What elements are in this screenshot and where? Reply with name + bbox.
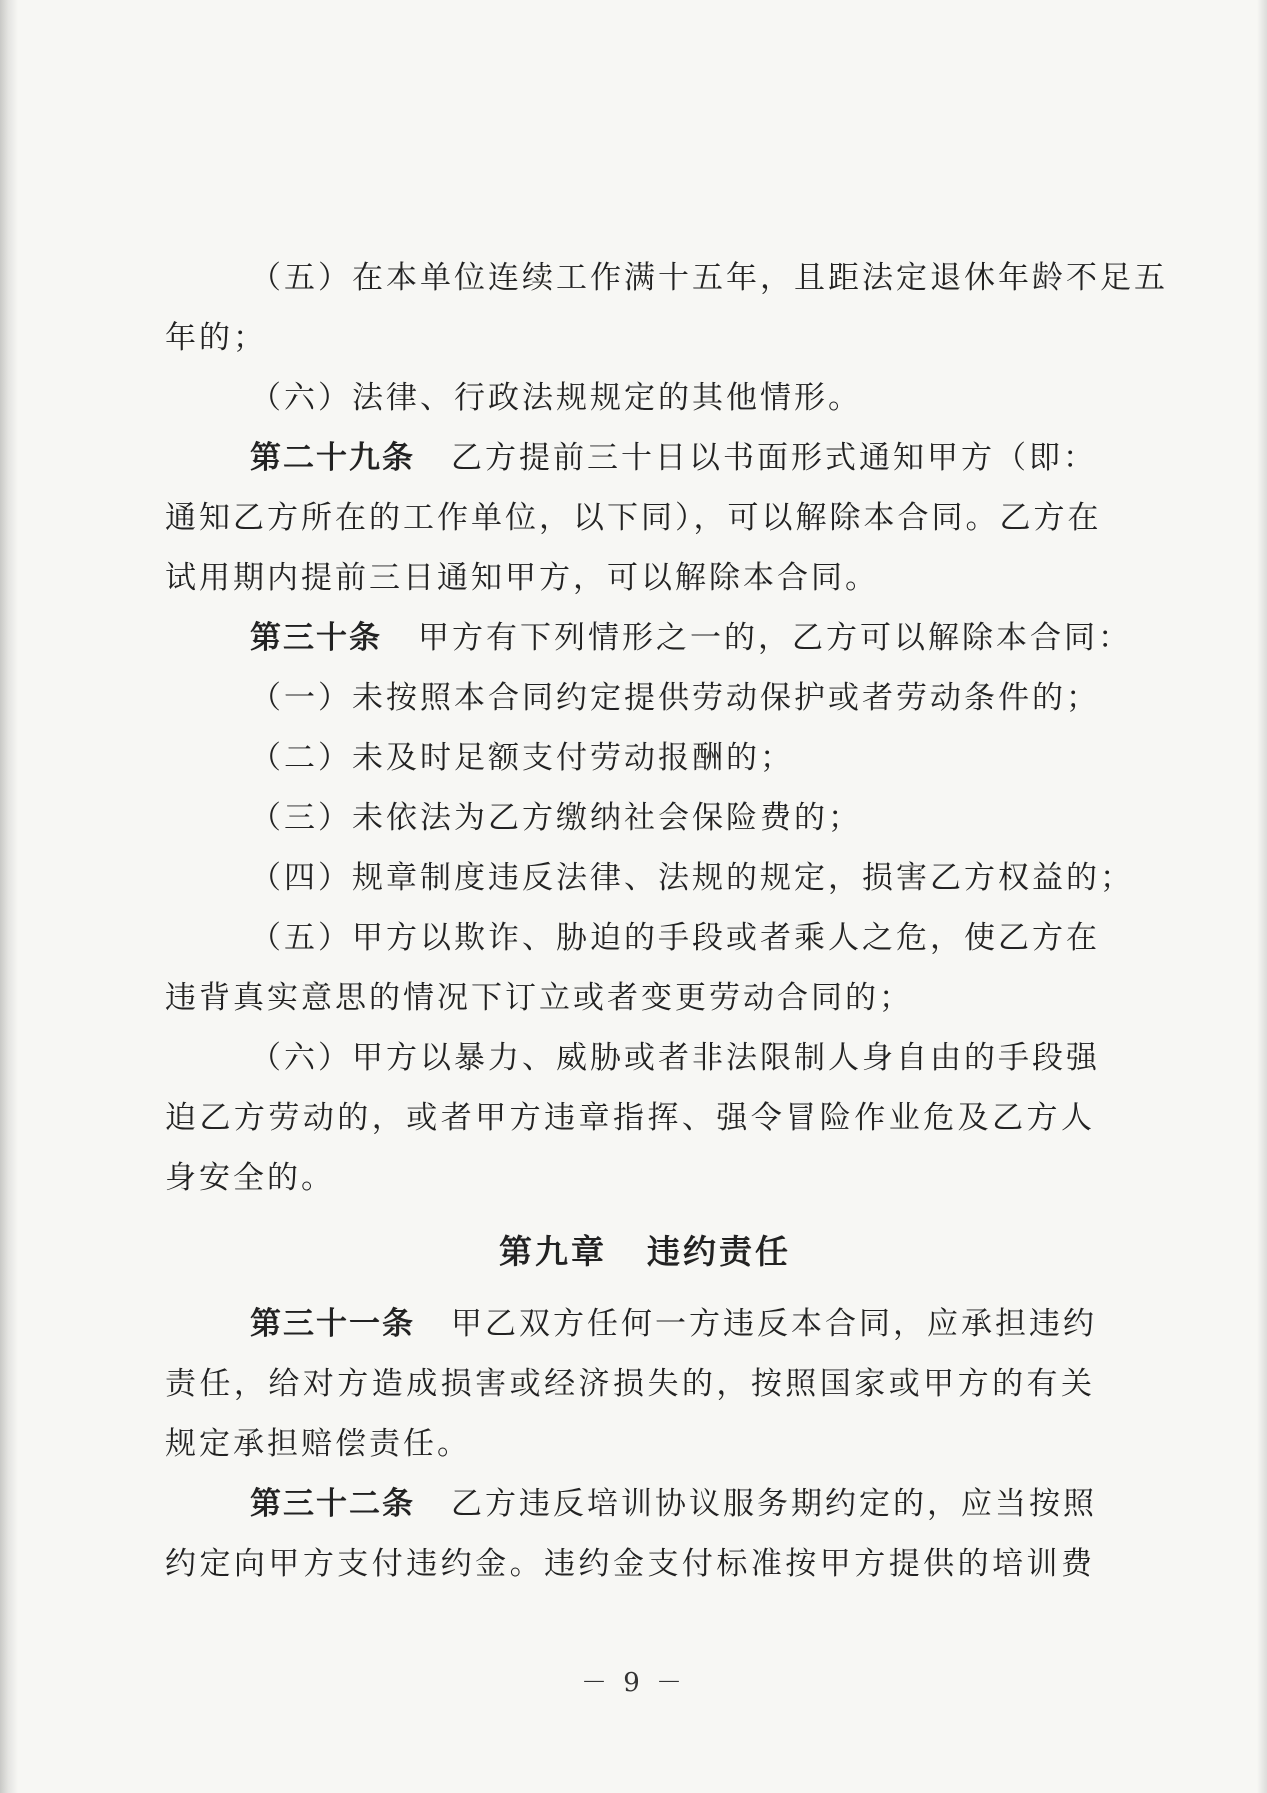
article-30-item-6-line-3: 身安全的。 — [165, 1160, 335, 1196]
article-31-text: 甲乙双方任何一方违反本合同，应承担违约 — [451, 1306, 1097, 1342]
article-30-item-5-line-1: （五）甲方以欺诈、胁迫的手段或者乘人之危，使乙方在 — [250, 920, 1100, 956]
article-30-item-5-line-2: 违背真实意思的情况下订立或者变更劳动合同的； — [165, 980, 913, 1016]
document-body — [165, 248, 1168, 1594]
article-30-item-2: （二）未及时足额支付劳动报酬的； — [250, 740, 794, 776]
article-31-number: 第三十一条 — [250, 1306, 415, 1342]
article-29-line-2: 通知乙方所在的工作单位，以下同），可以解除本合同。乙方在 — [165, 500, 1102, 536]
article-31-line-3: 规定承担赔偿责任。 — [165, 1426, 471, 1462]
page-number: － 9 － — [580, 1668, 687, 1698]
article-29-text: 乙方提前三十日以书面形式通知甲方（即： — [451, 440, 1097, 476]
article-30-item-4: （四）规章制度违反法律、法规的规定，损害乙方权益的； — [250, 860, 1134, 896]
scan-binding-shadow — [0, 0, 18, 1793]
article-30-text: 甲方有下列情形之一的，乙方可以解除本合同： — [418, 620, 1132, 656]
item-five-line-2: 年的； — [165, 320, 267, 356]
chapter-number: 第九章 — [499, 1232, 607, 1271]
item-five-line-1: （五）在本单位连续工作满十五年，且距法定退休年龄不足五 — [250, 260, 1168, 296]
article-30-line-1 — [165, 608, 1132, 668]
article-29-line-1 — [165, 428, 1095, 488]
article-32-line-2: 约定向甲方支付违约金。违约金支付标准按甲方提供的培训费 — [165, 1546, 1095, 1582]
article-30-item-6-line-2: 迫乙方劳动的，或者甲方违章指挥、强令冒险作业危及乙方人 — [165, 1100, 1095, 1136]
article-30-item-1: （一）未按照本合同约定提供劳动保护或者劳动条件的； — [250, 680, 1100, 716]
article-30-number: 第三十条 — [250, 620, 382, 656]
article-31-line-2: 责任，给对方造成损害或经济损失的，按照国家或甲方的有关 — [165, 1366, 1095, 1402]
article-32-line-1 — [165, 1474, 1095, 1534]
article-29-number: 第二十九条 — [250, 440, 415, 476]
item-six: （六）法律、行政法规规定的其他情形。 — [250, 380, 862, 416]
chapter-heading — [165, 1222, 1095, 1282]
scan-edge-shadow — [1257, 0, 1267, 1793]
article-31-line-1 — [165, 1294, 1095, 1354]
article-29-line-3: 试用期内提前三日通知甲方，可以解除本合同。 — [165, 560, 879, 596]
article-30-item-6-line-1: （六）甲方以暴力、威胁或者非法限制人身自由的手段强 — [250, 1040, 1100, 1076]
article-30-item-3: （三）未依法为乙方缴纳社会保险费的； — [250, 800, 862, 836]
article-32-text: 乙方违反培训协议服务期约定的，应当按照 — [451, 1486, 1097, 1522]
chapter-title: 违约责任 — [647, 1232, 791, 1271]
article-32-number: 第三十二条 — [250, 1486, 415, 1522]
